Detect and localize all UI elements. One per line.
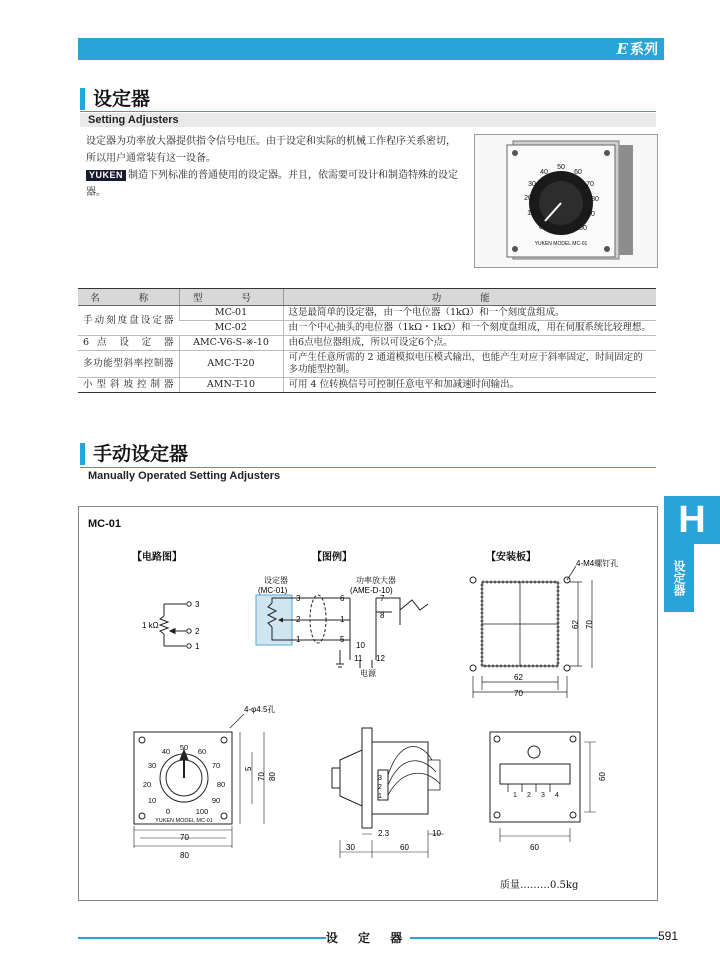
dial-label: 90 bbox=[211, 796, 221, 805]
dial-label: 20 bbox=[142, 780, 152, 789]
footer-rule-left bbox=[78, 937, 326, 939]
rear-terminal: 3 bbox=[541, 792, 545, 799]
series-logo: E bbox=[616, 40, 628, 58]
side-dim-2-3: 2.3 bbox=[378, 829, 390, 838]
dial-dim-80: 80 bbox=[180, 851, 189, 860]
circuit-terminal-2: 2 bbox=[195, 627, 200, 636]
wiring-example bbox=[256, 595, 428, 668]
footer-title: 设 定 器 bbox=[325, 931, 411, 945]
svg-text:20: 20 bbox=[524, 195, 532, 202]
svg-text:60: 60 bbox=[574, 169, 582, 176]
cell-function: 由一个中心抽头的电位器（1kΩ・1kΩ）和一个刻度盘组成，用在伺服系统比较理想。 bbox=[283, 321, 656, 336]
example-pin: 12 bbox=[376, 654, 385, 663]
circuit-terminal-3: 3 bbox=[195, 600, 200, 609]
example-pin: 10 bbox=[356, 641, 365, 650]
panel-dim-70: 70 bbox=[514, 689, 523, 698]
dial-label: 100 bbox=[195, 807, 209, 816]
dial-label: 40 bbox=[161, 747, 171, 756]
dial-dim-80-v: 80 bbox=[268, 772, 277, 781]
side-terminal: 1 bbox=[378, 793, 382, 800]
col-header-function: 功 能 bbox=[283, 289, 656, 306]
rear-view-drawing bbox=[490, 732, 596, 842]
panel-dim-62-v: 62 bbox=[571, 620, 580, 629]
svg-text:80: 80 bbox=[591, 196, 599, 203]
cell-model: MC-01 bbox=[179, 306, 283, 321]
cell-function: 由6点电位器组成，所以可设定6个点。 bbox=[283, 336, 656, 351]
example-pin: 2 bbox=[296, 615, 301, 624]
side-dim-60: 60 bbox=[400, 843, 409, 852]
example-pin: 1 bbox=[296, 635, 301, 644]
example-pin: 8 bbox=[380, 611, 385, 620]
example-left-model: (MC-01) bbox=[258, 586, 288, 595]
dial-label: 60 bbox=[197, 747, 207, 756]
dial-brand-text: YUKEN MODEL MC-01 bbox=[155, 818, 213, 824]
side-terminal: 3 bbox=[378, 775, 382, 782]
circuit-heading: 【电路图】 bbox=[132, 552, 182, 563]
svg-text:70: 70 bbox=[586, 181, 594, 188]
example-right-title: 功率放大器 bbox=[356, 576, 396, 585]
example-pin: 6 bbox=[340, 594, 345, 603]
rear-dim-60: 60 bbox=[530, 843, 539, 852]
circuit-resistor-label: 1 kΩ bbox=[142, 621, 159, 630]
intro-paragraph-1: 设定器为功率放大器提供指令信号电压。由于设定和实际的机械工作程序关系密切，所以用户通常装有这一设备。 bbox=[86, 136, 456, 164]
cell-name: 手动刻度盘设定器 bbox=[78, 306, 179, 336]
circuit-diagram bbox=[160, 602, 191, 648]
mounting-panel-drawing bbox=[470, 566, 592, 698]
yuken-logo: YUKEN bbox=[86, 170, 126, 181]
dial-label: 70 bbox=[211, 761, 221, 770]
rear-terminal: 1 bbox=[513, 792, 517, 799]
model-label: MC-01 bbox=[88, 518, 122, 530]
svg-text:30: 30 bbox=[528, 181, 536, 188]
svg-text:10: 10 bbox=[527, 210, 535, 217]
dial-dim-70: 70 bbox=[180, 833, 189, 842]
side-dim-10: 10 bbox=[432, 829, 441, 838]
example-pin: 5 bbox=[340, 635, 345, 644]
cell-function: 这是最简单的设定器，由一个电位器（1kΩ）和一个刻度盘组成。 bbox=[283, 306, 656, 321]
cell-name: 6 点 设 定 器 bbox=[78, 336, 179, 351]
dial-dim-70-v: 70 bbox=[257, 772, 266, 781]
svg-text:90: 90 bbox=[587, 211, 595, 218]
cell-name: 多功能型斜率控制器 bbox=[78, 351, 179, 378]
cell-model: AMC-T-20 bbox=[179, 351, 283, 378]
section-subtitle: Manually Operated Setting Adjusters bbox=[88, 470, 281, 482]
cell-model: AMC-V6-S-※-10 bbox=[179, 336, 283, 351]
panel-heading: 【安装板】 bbox=[486, 552, 536, 563]
rear-terminal: 4 bbox=[555, 792, 559, 799]
example-right-model: (AME-D-10) bbox=[350, 586, 393, 595]
side-view-drawing bbox=[332, 728, 444, 858]
example-left-title: 设定器 bbox=[264, 576, 288, 585]
series-text: 系列 bbox=[630, 42, 658, 58]
svg-text:100: 100 bbox=[575, 225, 587, 232]
svg-text:50: 50 bbox=[557, 164, 565, 171]
dial-label: 50 bbox=[179, 743, 189, 752]
svg-text:YUKEN MODEL MC-01: YUKEN MODEL MC-01 bbox=[534, 241, 588, 247]
rear-dim-60-v: 60 bbox=[598, 772, 607, 781]
panel-dim-70-v: 70 bbox=[585, 620, 594, 629]
example-pin: 1 bbox=[340, 615, 345, 624]
svg-text:40: 40 bbox=[540, 169, 548, 176]
front-dial-drawing bbox=[134, 714, 264, 848]
section-title-setting-adjusters: 设定器 bbox=[80, 88, 150, 110]
chapter-tab-letter: H bbox=[664, 496, 720, 544]
example-pin: 11 bbox=[354, 654, 363, 663]
dial-hole-note: 4-φ4.5孔 bbox=[244, 705, 276, 714]
cell-name: 小型斜坡控制器 bbox=[78, 378, 179, 393]
circuit-terminal-1: 1 bbox=[195, 642, 200, 651]
dial-label: 80 bbox=[216, 780, 226, 789]
cell-function: 可产生任意所需的 2 通道模拟电压模式输出，也能产生对应于斜率固定，时间固定的多功能型控制。 bbox=[283, 351, 656, 378]
dial-dim-5: 5 bbox=[244, 766, 253, 771]
cell-function: 可用 4 位转换信号可控制任意电平和加减速时间输出。 bbox=[283, 378, 656, 393]
col-header-model: 型 号 bbox=[179, 289, 283, 306]
example-power-label: 电源 bbox=[360, 669, 376, 678]
side-dim-30: 30 bbox=[346, 843, 355, 852]
side-terminal: 2 bbox=[378, 784, 382, 791]
rear-terminal: 2 bbox=[527, 792, 531, 799]
chapter-tab-label: 设定器 bbox=[664, 544, 694, 612]
cell-model: MC-02 bbox=[179, 321, 283, 336]
col-header-name: 名 称 bbox=[78, 289, 179, 306]
cell-model: AMN-T-10 bbox=[179, 378, 283, 393]
page-number: 591 bbox=[657, 929, 678, 943]
footer-rule-right bbox=[410, 937, 658, 939]
svg-text:0: 0 bbox=[539, 224, 543, 231]
dial-label: 0 bbox=[165, 807, 171, 816]
dial-label: 30 bbox=[147, 761, 157, 770]
example-heading: 【图例】 bbox=[312, 552, 352, 563]
example-pin: 3 bbox=[296, 594, 301, 603]
section-title-manual-adjusters: 手动设定器 bbox=[80, 443, 188, 465]
mass-label: 质量………0.5kg bbox=[500, 880, 579, 891]
panel-screw-note: 4-M4螺钉孔 bbox=[576, 559, 619, 568]
section-subtitle: Setting Adjusters bbox=[80, 113, 656, 127]
dial-label: 10 bbox=[147, 796, 157, 805]
example-pin: 7 bbox=[380, 594, 385, 603]
panel-dim-62: 62 bbox=[514, 673, 523, 682]
intro-paragraph-2-text: 制造下列标准的普通使用的设定器。并且，依需要可设计和制造特殊的设定器。 bbox=[86, 170, 459, 198]
